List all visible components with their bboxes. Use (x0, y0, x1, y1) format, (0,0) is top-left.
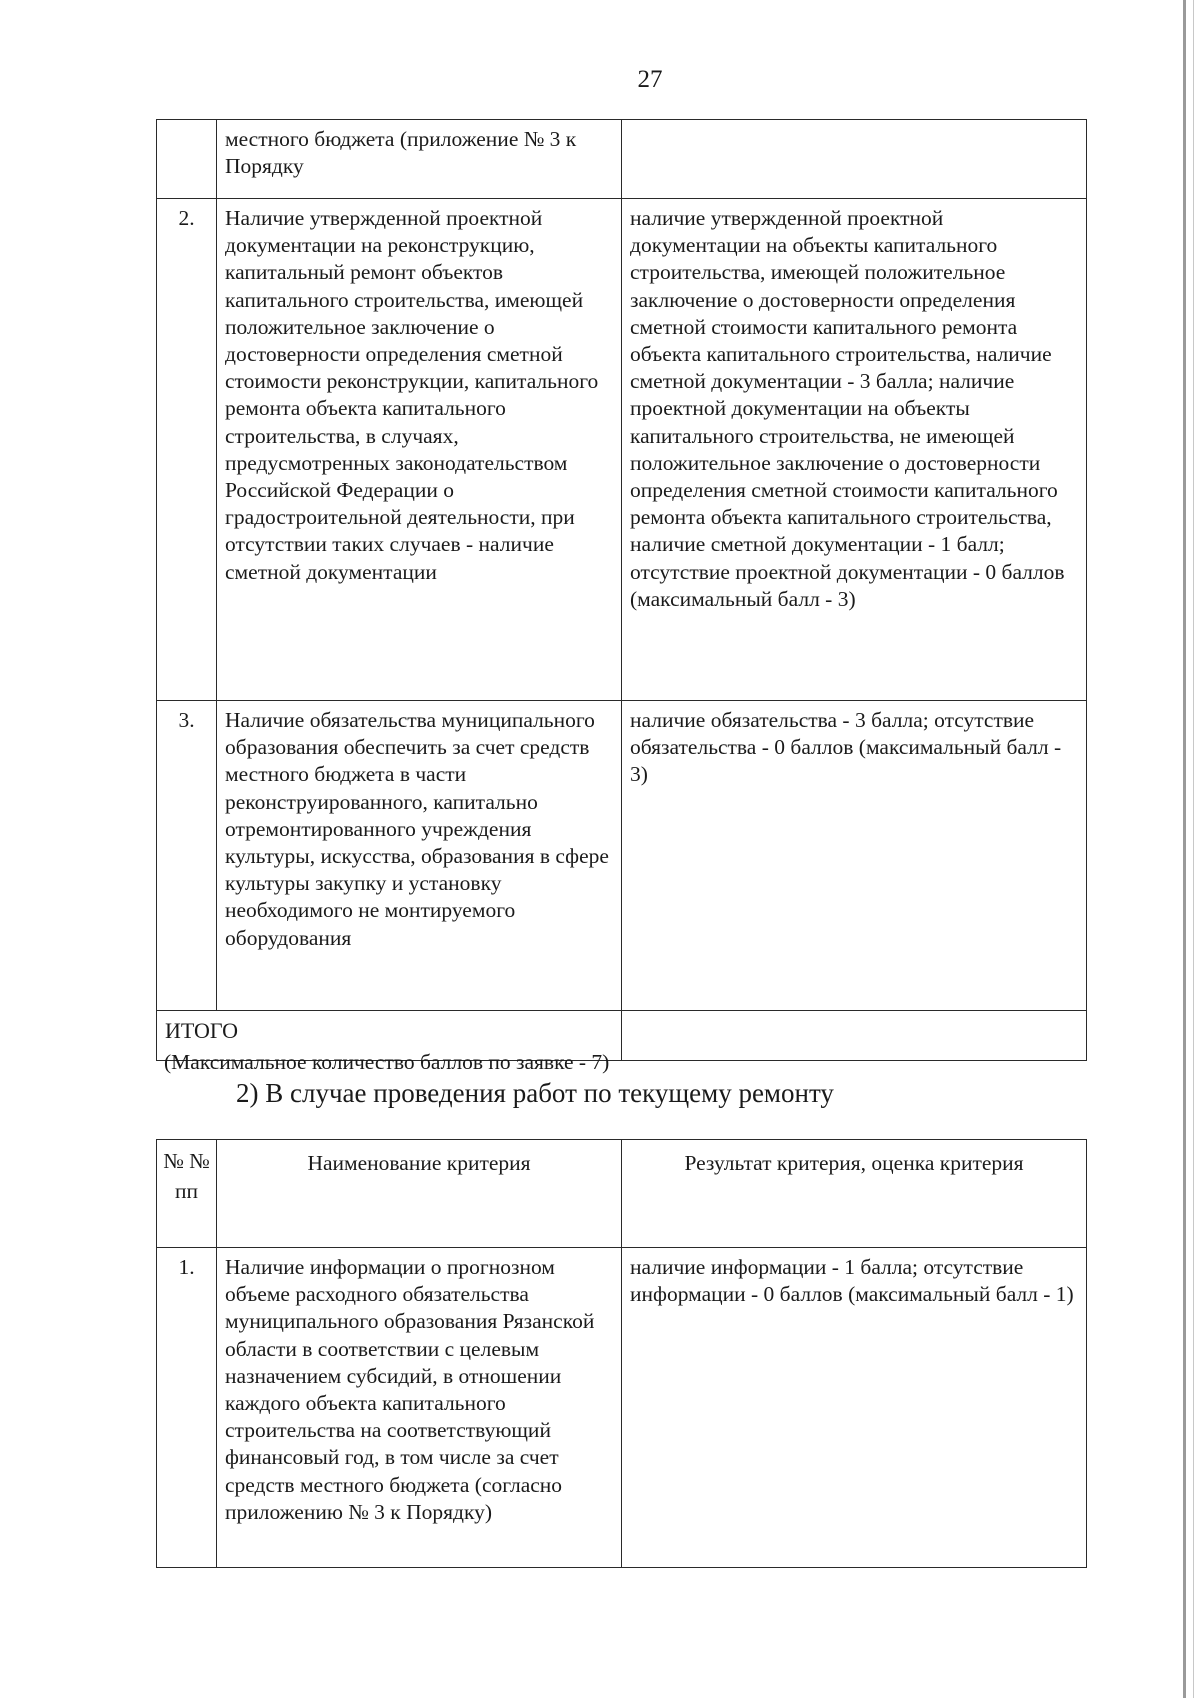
total-label: ИТОГО (157, 1011, 622, 1061)
table-row (157, 701, 1087, 1011)
header-result: Результат критерия, оценка критерия (622, 1140, 1087, 1248)
criteria-table-current-repair (156, 1139, 1087, 1568)
header-criterion: Наименование критерия (217, 1140, 622, 1248)
section-subheading: 2) В случае проведения работ по текущему ремонту (236, 1078, 834, 1108)
result-cell (622, 120, 1087, 199)
page-number: 27 (637, 66, 663, 93)
criteria-table-capital-repair (156, 119, 1087, 1061)
row-number: 1. (157, 1248, 217, 1568)
table-header-row (157, 1140, 1087, 1248)
max-score-note: (Максимальное количество баллов по заявке - 7) (164, 1050, 610, 1074)
result-cell: наличие информации - 1 балла; отсутствие информации - 0 баллов (максимальный балл - 1) (622, 1248, 1087, 1568)
table-row (157, 1248, 1087, 1568)
table-row (157, 199, 1087, 701)
result-cell: наличие обязательства - 3 балла; отсутствие обязательства - 0 баллов (максимальный балл - 3) (622, 701, 1087, 1011)
scan-page-edge-inner (1193, 0, 1194, 1698)
criterion-cell: местного бюджета (приложение № 3 к Порядку (217, 120, 622, 199)
criterion-cell: Наличие информации о прогнозном объеме расходного обязательства муниципального образования Рязанской области в соответствии с целевым назначением субсидий, в отношении каждого объекта капитального строительства на соответствующий финансовый год, в том числе за счет средств местного бюджета (согласно приложению № 3 к Порядку) (217, 1248, 622, 1568)
criterion-cell: Наличие утвержденной проектной документации на реконструкцию, капитальный ремонт объектов капитального строительства, имеющей положительное заключение о достоверности определения сметной стоимости реконструкции, капитального ремонта объекта капитального строительства, в случаях, предусмотренных законодательством Российской Федерации о градостроительной деятельности, при отсутствии таких случаев - наличие сметной документации (217, 199, 622, 701)
row-number: 2. (157, 199, 217, 701)
total-value (622, 1011, 1087, 1061)
header-number: № № пп (157, 1140, 217, 1248)
scan-page-edge (1183, 0, 1186, 1698)
criterion-cell: Наличие обязательства муниципального образования обеспечить за счет средств местного бюджета в части реконструированного, капитально отремонтированного учреждения культуры, искусства, образования в сфере культуры закупку и установку необходимого не монтируемого оборудования (217, 701, 622, 1011)
row-number: 3. (157, 701, 217, 1011)
table-row (157, 120, 1087, 199)
row-number (157, 120, 217, 199)
result-cell: наличие утвержденной проектной документации на объекты капитального строительства, имеющей положительное заключение о достоверности определения сметной стоимости капитального ремонта объекта капитального строительства, наличие сметной документации - 3 балла; наличие проектной документации на объекты капитального строительства, не имеющей положительное заключение о достоверности определения сметной стоимости капитального ремонта объекта капитального строительства, наличие сметной документации - 1 балл; отсутствие проектной документации - 0 баллов (максимальный балл - 3) (622, 199, 1087, 701)
